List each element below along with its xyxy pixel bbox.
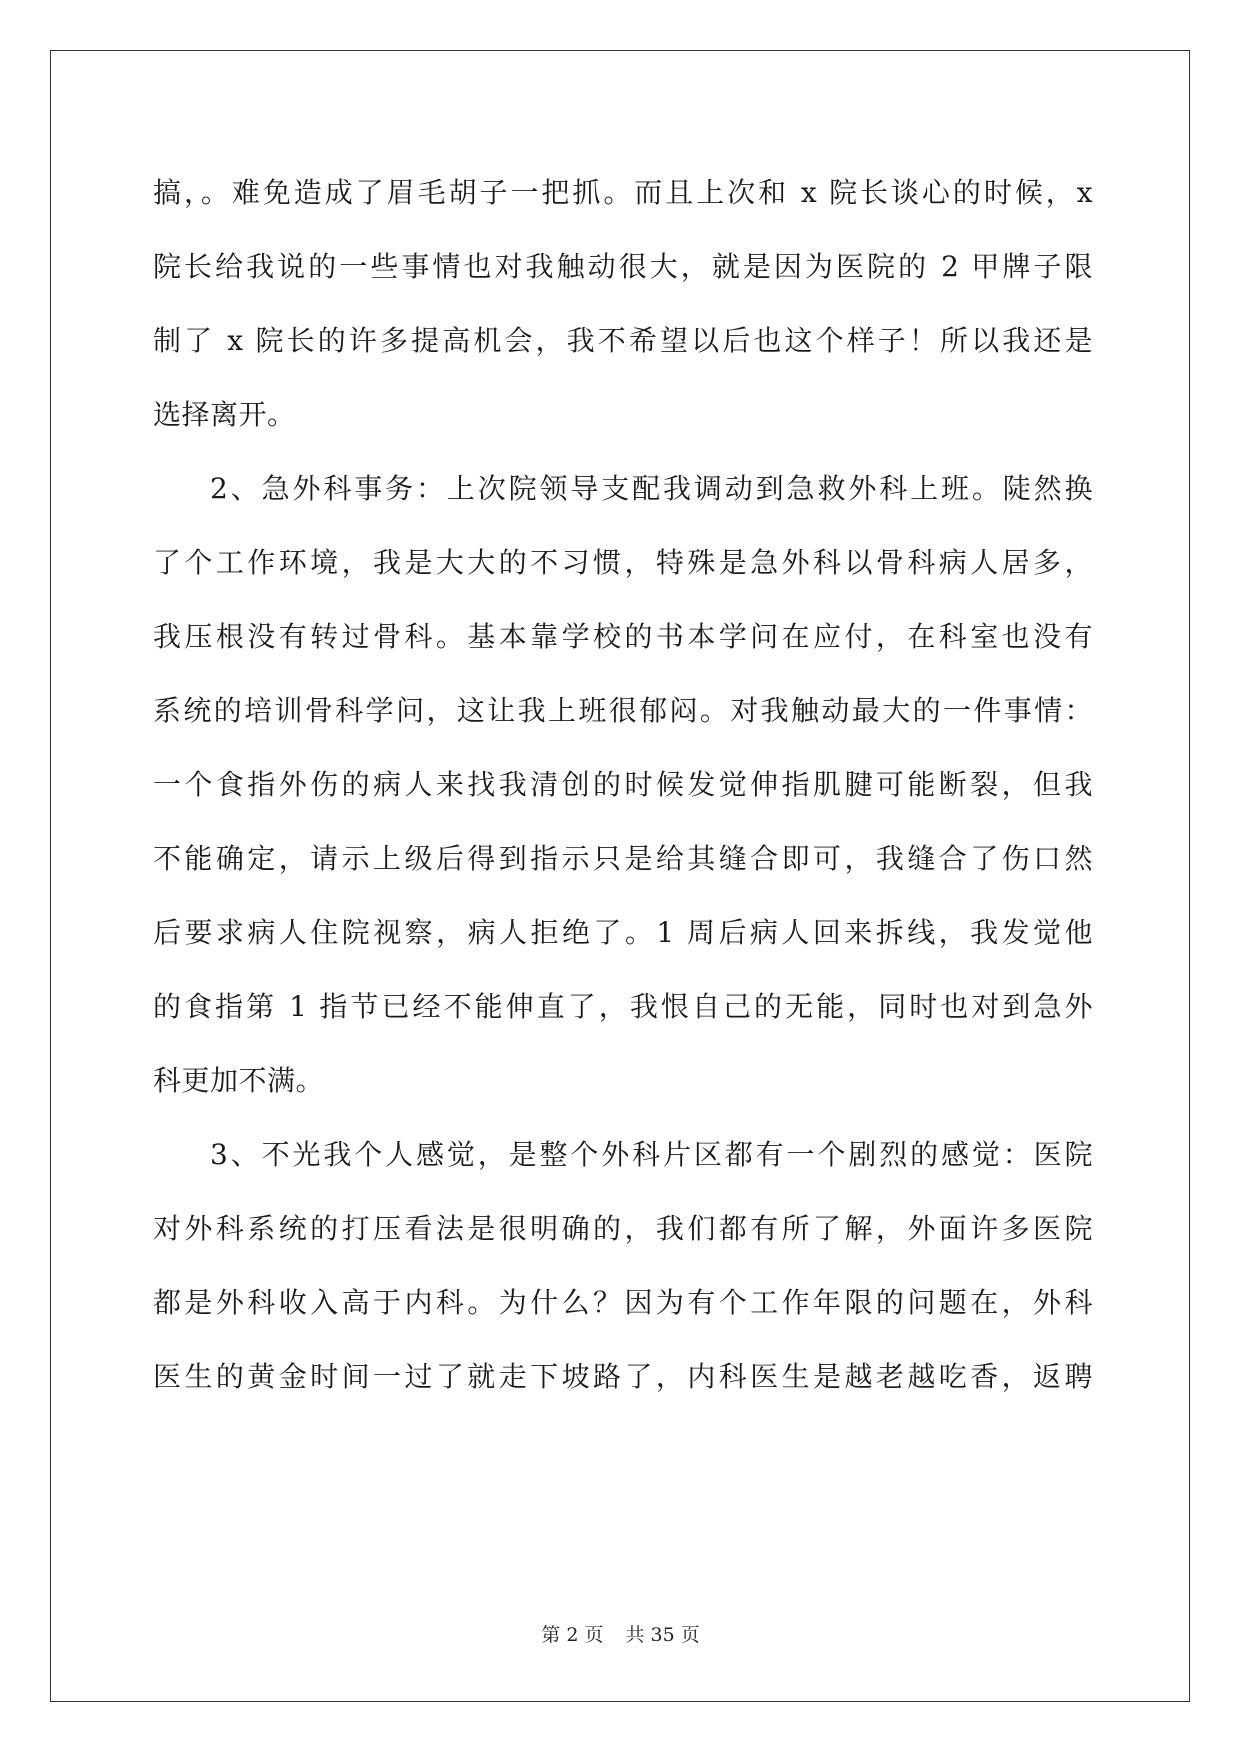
body-line-1: 搞，。难免造成了眉毛胡子一把抓。而且上次和 x 院长谈心的时候，x: [153, 176, 1093, 209]
body-line-11: 后要求病人住院视察，病人拒绝了。1 周后病人回来拆线，我发觉他: [153, 916, 1093, 949]
body-line-5: 2、急外科事务：上次院领导支配我调动到急救外科上班。陡然换: [210, 472, 1093, 505]
body-line-17: 医生的黄金时间一过了就走下坡路了，内科医生是越老越吃香，返聘: [153, 1360, 1093, 1393]
body-line-4: 选择离开。: [153, 398, 296, 431]
body-line-16: 都是外科收入高于内科。为什么？因为有个工作年限的问题在，外科: [153, 1286, 1093, 1319]
page-number: 第 2 页: [541, 1624, 604, 1646]
body-line-2: 院长给我说的一些事情也对我触动很大，就是因为医院的 2 甲牌子限: [153, 250, 1093, 283]
body-line-13: 科更加不满。: [153, 1064, 325, 1097]
body-line-3: 制了 x 院长的许多提高机会，我不希望以后也这个样子！所以我还是: [153, 324, 1093, 357]
page-total: 共 35 页: [625, 1624, 700, 1646]
body-line-6: 了个工作环境，我是大大的不习惯，特殊是急外科以骨科病人居多，: [153, 546, 1093, 579]
body-line-8: 系统的培训骨科学问，这让我上班很郁闷。对我触动最大的一件事情：: [153, 694, 1093, 727]
body-line-9: 一个食指外伤的病人来找我清创的时候发觉伸指肌腱可能断裂，但我: [153, 768, 1093, 801]
body-line-14: 3、不光我个人感觉，是整个外科片区都有一个剧烈的感觉：医院: [210, 1138, 1093, 1171]
page-footer: [0, 1623, 1241, 1647]
body-line-12: 的食指第 1 指节已经不能伸直了，我恨自己的无能，同时也对到急外: [153, 990, 1093, 1023]
body-line-15: 对外科系统的打压看法是很明确的，我们都有所了解，外面许多医院: [153, 1212, 1093, 1245]
body-line-10: 不能确定，请示上级后得到指示只是给其缝合即可，我缝合了伤口然: [153, 842, 1093, 875]
body-line-7: 我压根没有转过骨科。基本靠学校的书本学问在应付，在科室也没有: [153, 620, 1093, 653]
